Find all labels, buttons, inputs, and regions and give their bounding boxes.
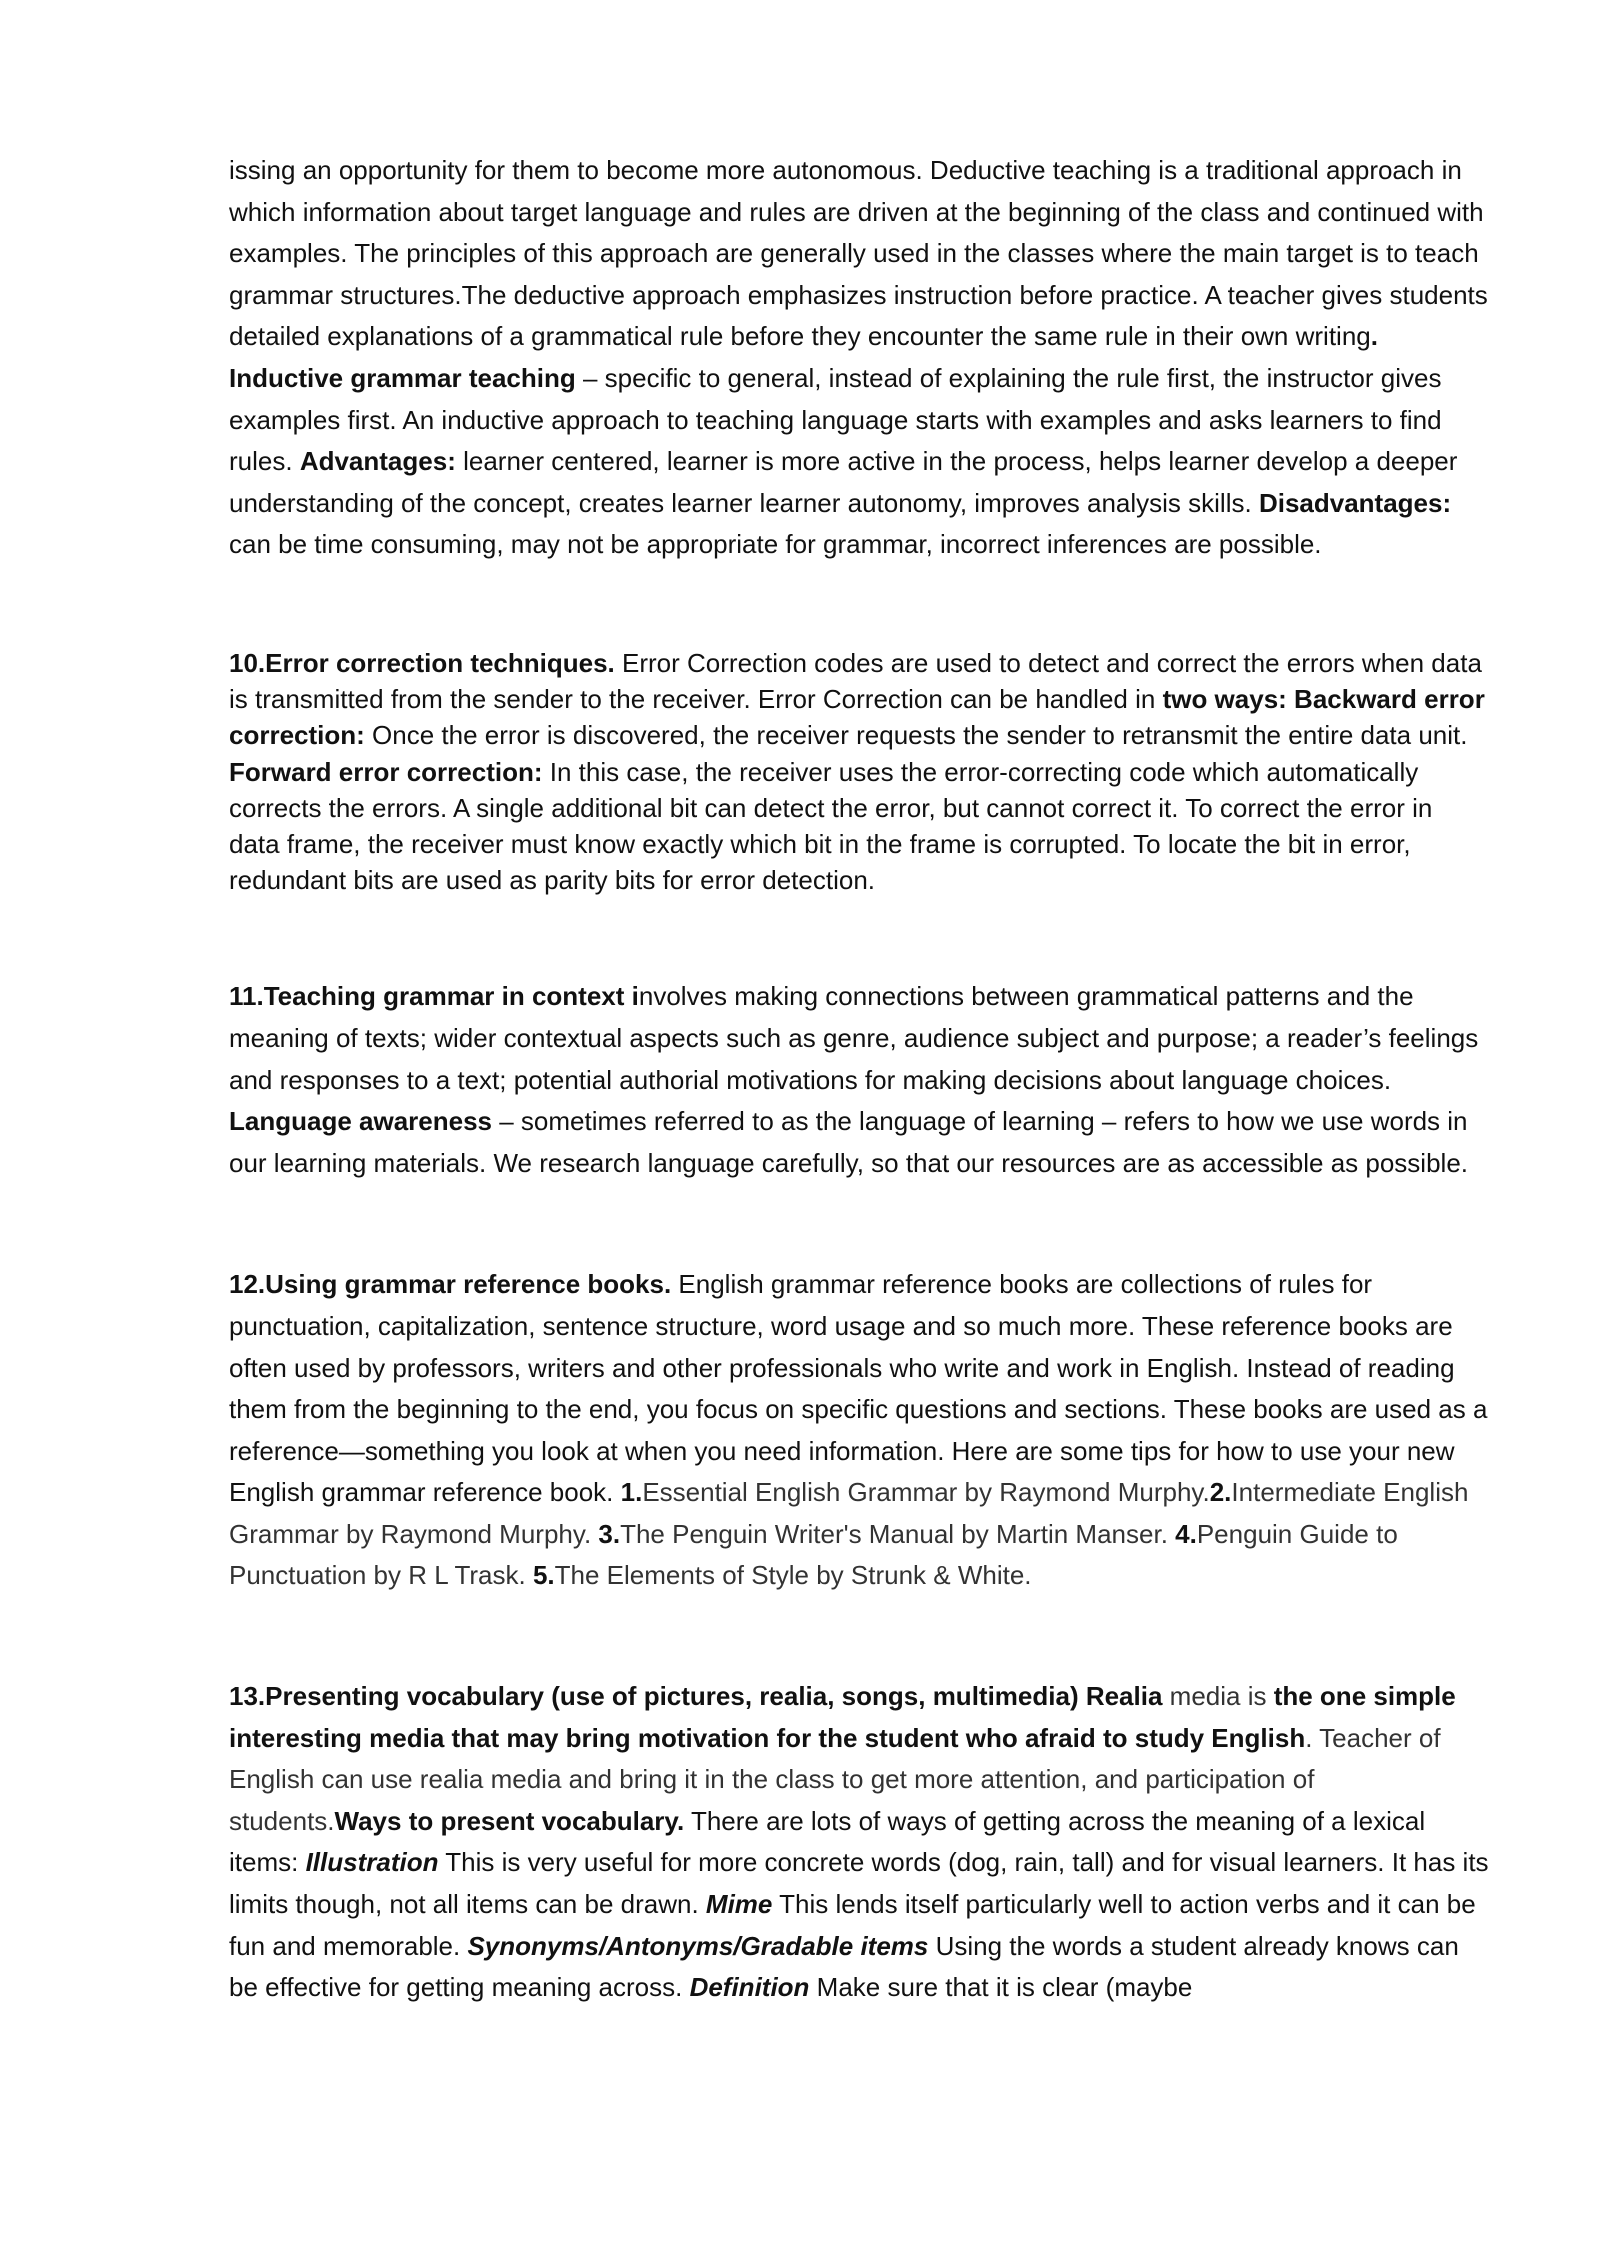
text-run: There are lots of ways of getting across the meaning of a lexical items: [229,1805,1426,1878]
text-run: This lends itself particularly well to action verbs and it can be fun and memorable. [229,1889,1476,1961]
paragraph-grammar-reference-books [229,1264,1489,1597]
text-run: issing an opportunity for them to become more autonomous. Deductive teaching is a traditional approach in which information about target language and rules are driven at the beginning of the class and continued with examples. The principles of this approach are generally used in the classes where the main target is to teach grammar structures.The deductive approach emphasizes instruction before practice. A teacher gives students detailed explanations of a grammatical rule before they encounter the same rule in their own writing [229,155,1488,352]
heading-grammar-in-context: 11.Teaching grammar in context i [229,981,639,1012]
text-run: learner centered, learner is more active in the process, helps learner develop a deeper understanding of the concept, creates learner learner autonomy, improves analysis skills. [229,446,1458,518]
book-title: Essential English Grammar by Raymond Murphy. [642,1477,1210,1508]
text-run: Using the words a student already knows can be effective for getting meaning across. [229,1930,1459,2003]
text-run: – specific to general, instead of explaining the rule first, the instructor gives examples first. An inductive approach to teaching language starts with examples and asks learners to find rules. [229,362,1442,477]
term-disadvantages: Disadvantages: [1258,487,1452,518]
text-run: – sometimes referred to as the language of learning – refers to how we use words in our learning materials. We research language carefully, so that our resources are as accessible as possible. [229,1106,1468,1178]
paragraph-grammar-in-context [229,976,1489,1184]
term-mime: Mime [705,1889,773,1920]
text-run: can be time consuming, may not be appropriate for grammar, incorrect inferences are possible. [229,529,1322,560]
book-title: Penguin Guide to Punctuation by R L Trask. [229,1518,1398,1591]
text-run: . Teacher of English can use realia media and bring it in the class to get more attention, and participation of students. [229,1722,1441,1836]
text-run: English grammar reference books are collections of rules for punctuation, capitalization, sentence structure, word usage and so much more. These reference books are often used by professors, writers and other professionals who write and work in English. Instead of reading them from the beginning to the end, you focus on specific questions and sections. These books are used as a reference—something you look at when you need information. Here are some tips for how to use your new English grammar reference book. [229,1269,1488,1508]
term-two-ways: two ways: [1162,684,1287,715]
heading-error-correction: 10.Error correction techniques. [229,647,615,678]
bold-phrase: the one simple interesting media that may bring motivation for the student who afraid to study English [229,1681,1456,1753]
term-inductive-grammar-teaching: Inductive grammar teaching [229,362,576,393]
term-definition: Definition [689,1972,810,2003]
book-title: The Penguin Writer's Manual by Martin Manser. [620,1518,1176,1549]
list-number: 5. [532,1560,555,1591]
text-run: This is very useful for more concrete words (dog, rain, tall) and for visual learners. It has its limits though, not all items can be drawn. [229,1847,1489,1920]
book-title: The Elements of Style by Strunk & White. [554,1560,1032,1591]
list-number: 1. [620,1477,643,1508]
book-title: Intermediate English Grammar by Raymond Murphy. [229,1477,1469,1549]
term-forward-error-correction: Forward error correction: [229,756,543,787]
term-language-awareness: Language awareness [229,1106,492,1137]
heading-grammar-reference-books: 12.Using grammar reference books. [229,1269,672,1300]
document-body [229,150,1489,2009]
list-number: 2. [1209,1477,1232,1508]
list-number: 3. [598,1518,621,1549]
text-run: In this case, the receiver uses the error-correcting code which automatically corrects the errors. A single additional bit can detect the error, but cannot correct it. To correct the error in data frame, the receiver must know exactly which bit in the frame is corrupted. To locate the bit in error, redundant bits are used as parity bits for error detection. [229,756,1433,896]
term-backward-error-correction: Backward error correction: [229,684,1485,751]
bold-run: . [1370,321,1378,352]
heading-presenting-vocabulary: 13.Presenting vocabulary (use of pictures, realia, songs, multimedia) Realia [229,1681,1163,1712]
text-run [1287,684,1294,714]
term-ways-to-present-vocabulary: Ways to present vocabulary. [334,1805,685,1836]
paragraph-deductive-inductive [229,150,1489,566]
term-illustration: Illustration [305,1847,439,1878]
paragraph-error-correction [229,645,1489,898]
text-run: Make sure that it is clear (maybe [809,1972,1193,2003]
text-run: Once the error is discovered, the receiver requests the sender to retransmit the entire data unit. [364,720,1468,751]
text-run: media is [1162,1681,1274,1712]
term-synonyms-antonyms: Synonyms/Antonyms/Gradable items [467,1930,929,1961]
term-advantages: Advantages: [299,446,456,477]
text-run: nvolves making connections between grammatical patterns and the meaning of texts; wider contextual aspects such as genre, audience subject and purpose; a reader’s feelings and responses to a text; potential authorial motivations for making decisions about language choices. [229,981,1479,1095]
paragraph-presenting-vocabulary [229,1676,1489,2009]
list-number: 4. [1175,1518,1197,1549]
text-run: Error Correction codes are used to detect and correct the errors when data is transmitted from the sender to the receiver. Error Correction can be handled in [229,647,1482,715]
